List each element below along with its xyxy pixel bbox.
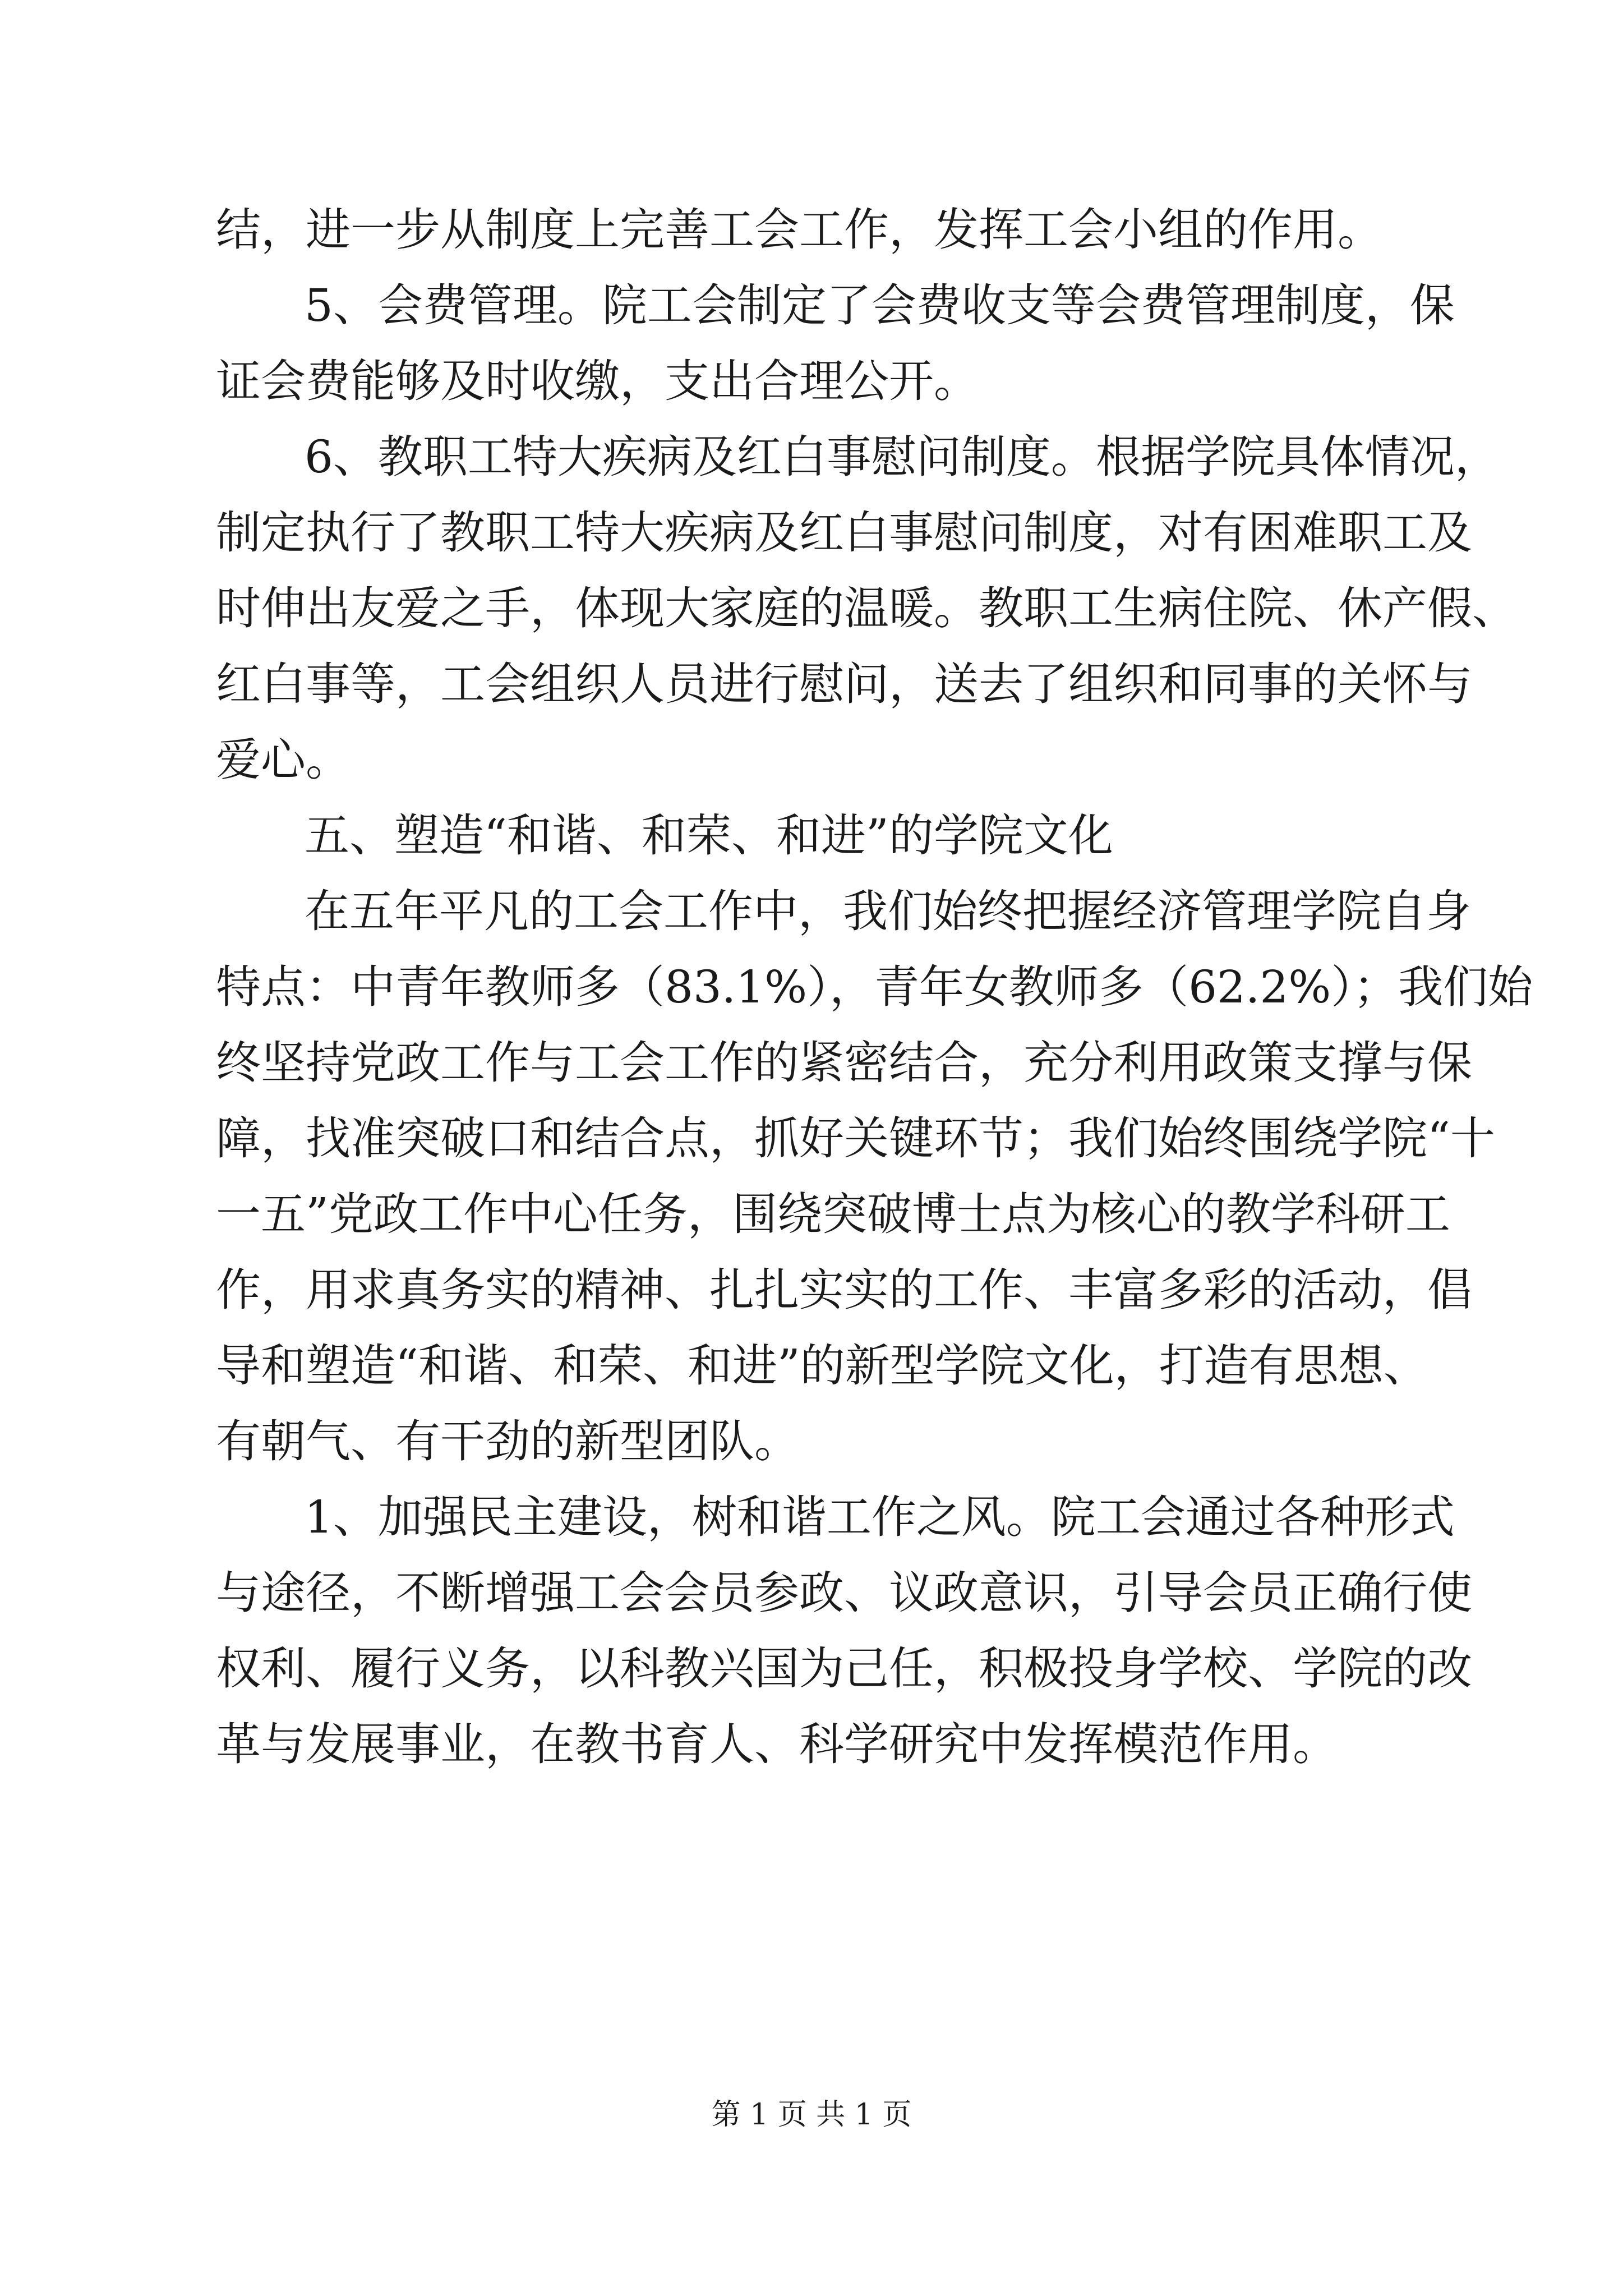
section-heading: 五、塑造“和谐、和荣、和进”的学院文化: [305, 809, 1113, 862]
text-line: 终坚持党政工作与工会工作的紧密结合，充分利用政策支撑与保: [216, 1037, 1472, 1089]
text-line: 6、教职工特大疾病及红白事慰问制度。根据学院具体情况，: [305, 431, 1500, 483]
text-line: 红白事等，工会组织人员进行慰问，送去了组织和同事的关怀与: [216, 658, 1472, 710]
text-line: 障，找准突破口和结合点，抓好关键环节；我们始终围绕学院“十: [216, 1112, 1495, 1165]
text-line: 与途径，不断增强工会会员参政、议政意识，引导会员正确行使: [216, 1567, 1472, 1619]
text-line: 在五年平凡的工会工作中，我们始终把握经济管理学院自身: [305, 885, 1471, 937]
text-line: 导和塑造“和谐、和荣、和进”的新型学院文化，打造有思想、: [216, 1340, 1428, 1392]
text-line: 权利、履行义务，以科教兴国为己任，积极投身学校、学院的改: [216, 1642, 1472, 1695]
text-line: 革与发展事业，在教书育人、科学研究中发挥模范作用。: [216, 1718, 1338, 1770]
text-line: 作，用求真务实的精神、扎扎实实的工作、丰富多彩的活动，倡: [216, 1264, 1472, 1316]
text-line: 特点：中青年教师多（83.1%），青年女教师多（62.2%）；我们始: [216, 961, 1533, 1013]
page-footer: 第 1 页 共 1 页: [711, 2098, 912, 2132]
text-line: 制定执行了教职工特大疾病及红白事慰问制度，对有困难职工及: [216, 507, 1472, 559]
text-line: 证会费能够及时收缴，支出合理公开。: [216, 355, 979, 407]
text-line: 5、会费管理。院工会制定了会费收支等会费管理制度，保: [305, 279, 1455, 332]
text-line: 爱心。: [216, 734, 351, 786]
text-line: 时伸出友爱之手，体现大家庭的温暖。教职工生病住院、休产假、: [216, 582, 1517, 634]
text-line: 有朝气、有干劲的新型团队。: [216, 1415, 799, 1467]
text-line: 一五”党政工作中心任务，围绕突破博士点为核心的教学科研工: [216, 1188, 1450, 1240]
text-line: 1、加强民主建设，树和谐工作之风。院工会通过各种形式: [305, 1491, 1455, 1543]
text-line: 结，进一步从制度上完善工会工作，发挥工会小组的作用。: [216, 204, 1382, 256]
